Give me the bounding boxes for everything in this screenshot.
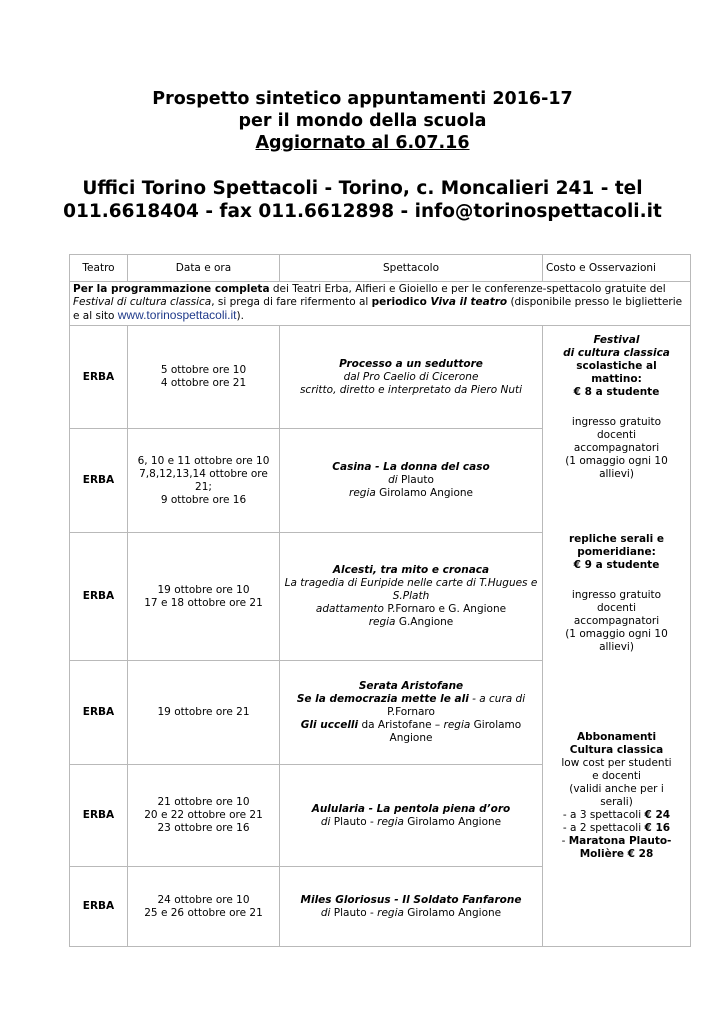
update-date: Aggiornato al 6.07.16 [255,133,470,153]
date-cell: 19 ottobre ore 10 17 e 18 ottobre ore 21 [128,533,280,661]
col-header-data: Data e ora [128,255,280,282]
date-cell: 5 ottobre ore 10 4 ottobre ore 21 [128,326,280,429]
col-header-teatro: Teatro [70,255,128,282]
table-header-row [70,255,691,282]
teatro-cell: ERBA [70,661,128,765]
date-cell: 21 ottobre ore 10 20 e 22 ottobre ore 21 23 ottobre ore 16 [128,765,280,867]
col-header-costo: Costo e Osservazioni [543,255,691,282]
show-cell: Serata Aristofane Se la democrazia mette le ali - a cura di P.Fornaro Gli uccelli da Aristofane – regia Girolamo Angione [280,661,543,765]
show-cell: Aulularia - La pentola piena d’oro di Plauto - regia Girolamo Angione [280,765,543,867]
schedule-table [69,254,691,947]
col-header-spettacolo: Spettacolo [280,255,543,282]
office-info-line2: 011.6618404 - fax 011.6612898 - info@torinospettacoli.it [63,201,662,222]
programming-note: Per la programmazione completa dei Teatri Erba, Alfieri e Gioiello e per le conferenze-spettacolo gratuite del Festival di cultura classica, si prega di fare rifermento al periodico Viva il teatro (disponibile presso le biglietterie e al sito www.torinospettacoli.it). [70,282,691,326]
office-info-line1: Uffici Torino Spettacoli - Torino, c. Moncalieri 241 - tel [82,178,643,199]
show-cell: Miles Gloriosus - Il Soldato Fanfarone di Plauto - regia Girolamo Angione [280,867,543,947]
note-row [70,282,691,326]
document-title: Prospetto sintetico appuntamenti 2016-17 [152,89,573,109]
teatro-cell: ERBA [70,326,128,429]
show-cell: Processo a un seduttore dal Pro Caelio di Cicerone scritto, diretto e interpretato da Piero Nuti [280,326,543,429]
date-cell: 6, 10 e 11 ottobre ore 10 7,8,12,13,14 ottobre ore 21; 9 ottobre ore 16 [128,429,280,533]
teatro-cell: ERBA [70,867,128,947]
date-cell: 19 ottobre ore 21 [128,661,280,765]
document-subtitle: per il mondo della scuola [238,111,487,131]
teatro-cell: ERBA [70,533,128,661]
show-cell: Alcesti, tra mito e cronaca La tragedia di Euripide nelle carte di T.Hugues e S.Plath adattamento P.Fornaro e G. Angione regia G.Angione [280,533,543,661]
show-cell: Casina - La donna del caso di Plauto regia Girolamo Angione [280,429,543,533]
table-row [70,326,691,429]
date-cell: 24 ottobre ore 10 25 e 26 ottobre ore 21 [128,867,280,947]
cost-notes-cell: Festival di cultura classica scolastiche al mattino: € 8 a studente ingresso gratuito docenti accompagnatori (1 omaggio ogni 10 allievi) repliche serali e pomeridiane: € 9 a studente ingresso gratuito docenti accompagnatori (1 omaggio ogni 10 allievi) Abbonamenti Cultura classica low cost per studenti e docenti (validi anche per i serali) - a 3 spettacoli € 24 - a 2 spettacoli € 16 - Maratona Plauto- Molière € 28 [543,326,691,947]
website-link[interactable]: www.torinospettacoli.it [117,308,237,322]
teatro-cell: ERBA [70,429,128,533]
teatro-cell: ERBA [70,765,128,867]
